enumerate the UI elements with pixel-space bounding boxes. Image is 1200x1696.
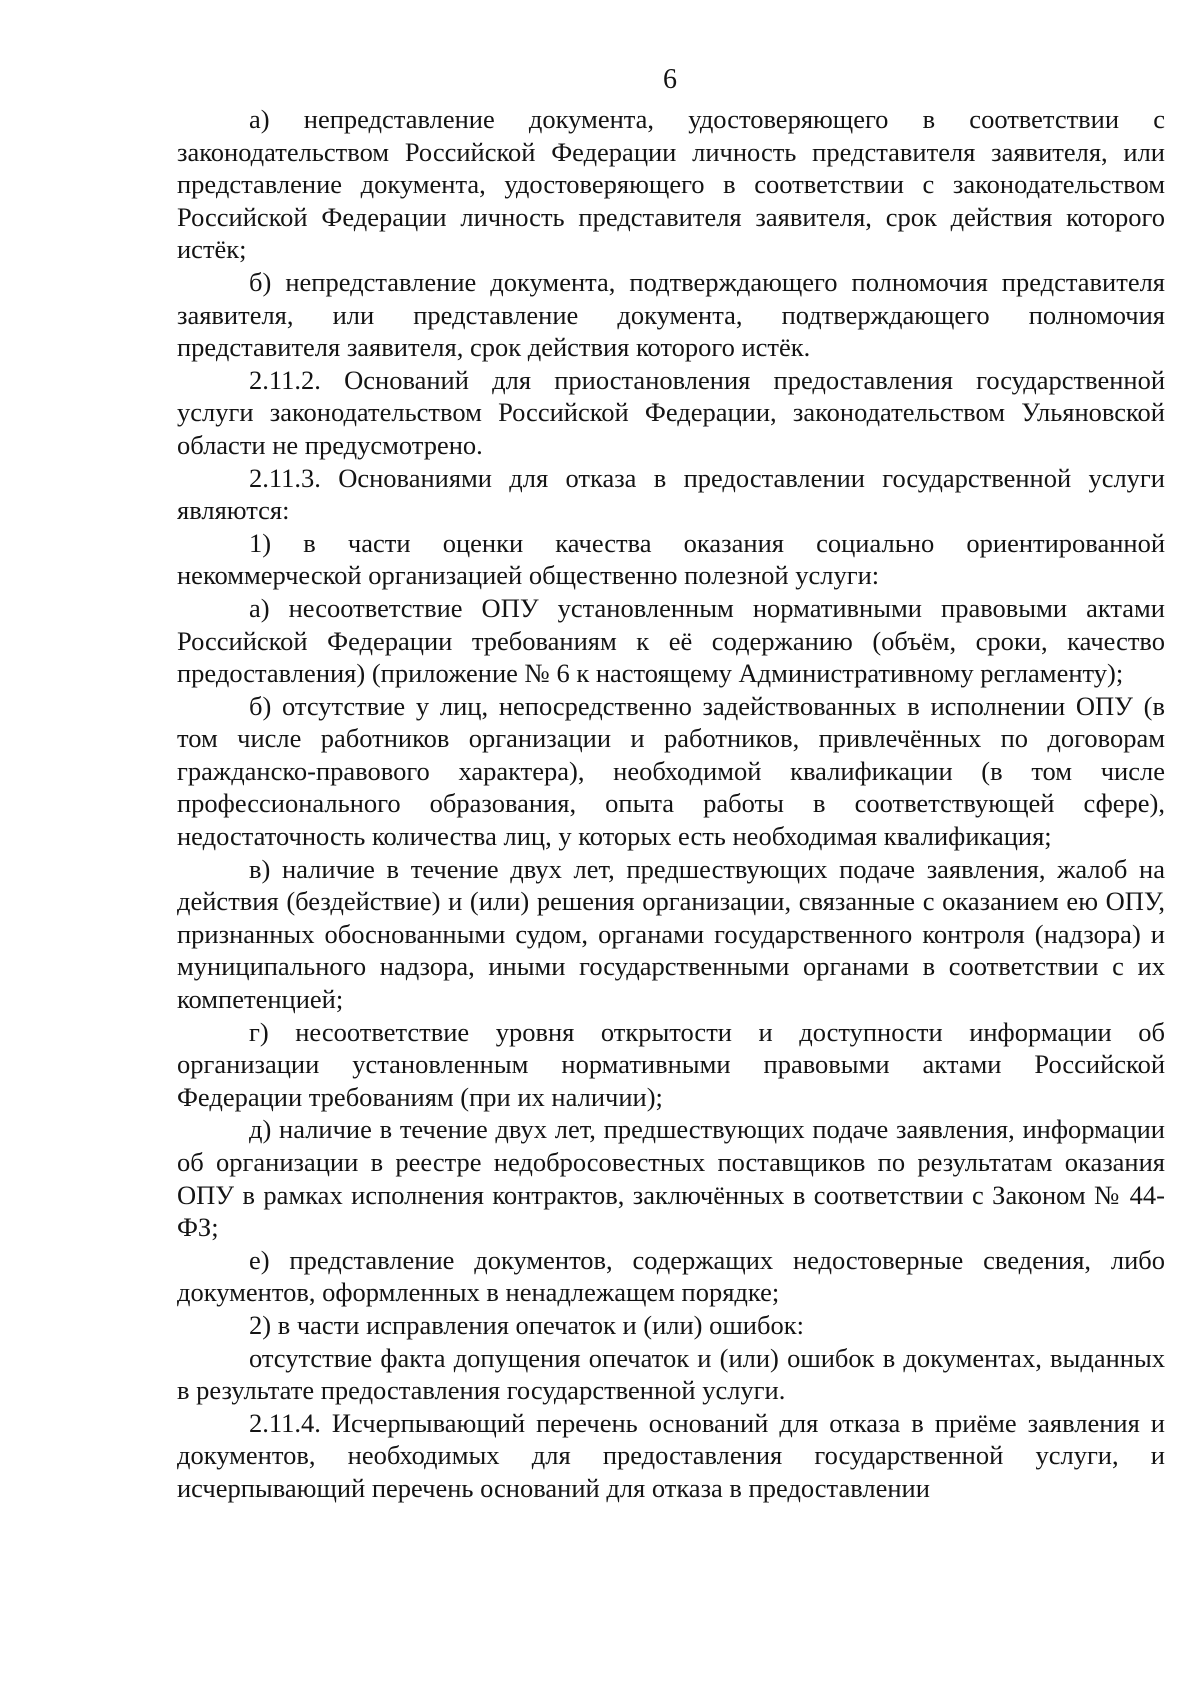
paragraph-item-1: 1) в части оценки качества оказания социально ориентированной некоммерческой организацией общественно полезной услуги: (177, 527, 1165, 591)
paragraph-item-2-text: отсутствие факта допущения опечаток и (или) ошибок в документах, выданных в результате предоставления государственной услуги. (177, 1342, 1165, 1406)
page-number: 6 (663, 64, 677, 95)
document-body (177, 103, 1165, 1505)
paragraph-item-1b: б) отсутствие у лиц, непосредственно задействованных в исполнении ОПУ (в том числе работников организации и работников, привлечённых по договорам гражданско-правового характера), необходимой квалификации (в том числе профессионального образования, опыта работы в соответствующей сфере), недостаточность количества лиц, у которых есть необходимая квалификация; (177, 690, 1165, 852)
paragraph-2-11-4: 2.11.4. Исчерпывающий перечень оснований для отказа в приёме заявления и документов, необходимых для предоставления государственной услуги, и исчерпывающий перечень оснований для отказа в предоставлении (177, 1407, 1165, 1503)
paragraph-item-1v: в) наличие в течение двух лет, предшествующих подаче заявления, жалоб на действия (бездействие) и (или) решения организации, связанные с оказанием ею ОПУ, признанных обоснованными судом, органами государственного контроля (надзора) и муниципального надзора, иными государственными органами в соответствии с их компетенцией; (177, 853, 1165, 1015)
paragraph-2-11-2: 2.11.2. Оснований для приостановления предоставления государственной услуги законодательством Российской Федерации, законодательством Ульяновской области не предусмотрено. (177, 364, 1165, 460)
paragraph-item-1d: д) наличие в течение двух лет, предшествующих подаче заявления, информации об организации в реестре недобросовестных поставщиков по результатам оказания ОПУ в рамках исполнения контрактов, заключённых в соответствии с Законом № 44-ФЗ; (177, 1114, 1165, 1243)
paragraph-item-1a: а) несоответствие ОПУ установленным нормативными правовыми актами Российской Федерации требованиям к её содержанию (объём, сроки, качество предоставления) (приложение № 6 к настоящему Административному регламенту); (177, 592, 1165, 689)
paragraph-2-11-3: 2.11.3. Основаниями для отказа в предоставлении государственной услуги являются: (177, 462, 1165, 526)
paragraph-item-1g: г) несоответствие уровня открытости и доступности информации об организации установленным нормативными правовыми актами Российской Федерации требованиям (при их наличии); (177, 1016, 1165, 1112)
paragraph-b-authority-document: б) непредставление документа, подтверждающего полномочия представителя заявителя, или представление документа, подтверждающего полномочия представителя заявителя, срок действия которого истёк. (177, 266, 1165, 363)
paragraph-a-identity-document: а) непредставление документа, удостоверяющего в соответствии с законодательством Российской Федерации личность представителя заявителя, или представление документа, удостоверяющего в соответствии с законодательством Российской Федерации личность представителя заявителя, срок действия которого истёк; (177, 104, 1165, 265)
paragraph-item-2: 2) в части исправления опечаток и (или) ошибок: (249, 1309, 804, 1340)
paragraph-item-1e: е) представление документов, содержащих недостоверные сведения, либо документов, оформленных в ненадлежащем порядке; (177, 1244, 1165, 1308)
